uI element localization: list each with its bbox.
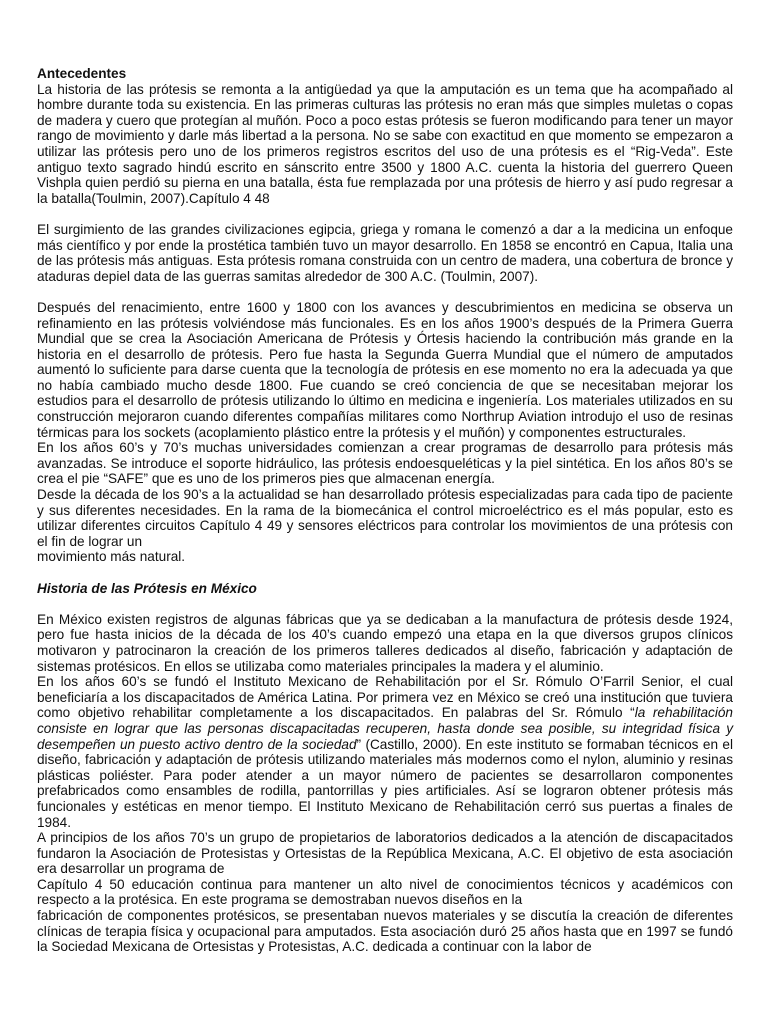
paragraph-antecedentes-5: Desde la década de los 90’s a la actualidad se han desarrollado prótesis especializadas para cada tipo de paciente y sus diferentes necesidades. En la rama de la biomecánica el control microeléctrico es el más popular, esto es utilizar diferentes circuitos Capítulo 4 49 y sensores eléctricos para controlar los movimientos de una prótesis con el fin de lograr un xyxy=(37,487,733,549)
paragraph-gap xyxy=(37,565,733,581)
section-heading-mexico: Historia de las Prótesis en México xyxy=(37,580,257,596)
paragraph-antecedentes-1: La historia de las prótesis se remonta a la antigüedad ya que la amputación es un tema que ha acompañado al hombre durante toda su existencia. En las primeras culturas las prótesis no eran más que simples muletas o copas de madera y cuero que protegían al muñón. Poco a poco estas prótesis se fueron modificando para tener un mayor rango de movimiento y darle más libertad a la persona. No se sabe con exactitud en que momento se empezaron a utilizar las prótesis pero uno de los primeros registros escritos del uso de una prótesis es el “Rig-Veda”. Este antiguo texto sagrado hindú escrito en sánscrito entre 3500 y 1800 A.C. cuenta la historia del guerrero Queen Vishpla quien perdió su pierna en una batalla, ésta fue remplazada por una prótesis de hierro y así pudo regresar a la batalla(Toulmin, 2007).Capítulo 4 48 xyxy=(37,81,733,206)
paragraph-gap xyxy=(37,284,733,300)
paragraph-mexico-3: A principios de los años 70’s un grupo de propietarios de laboratorios dedicados a la atención de discapacitados fundaron la Asociación de Protesistas y Ortesistas de la República Mexicana, A.C. El objetivo de esta asociación era desarrollar un programa de xyxy=(37,830,733,877)
romulo-quote: la rehabilitación consiste en lograr que las personas discapacitadas recuperen, hasta donde sea posible, su integridad física y desempeñen un puesto activo dentro de la sociedad xyxy=(37,705,733,752)
paragraph-antecedentes-2: El surgimiento de las grandes civilizaciones egipcia, griega y romana le comenzó a dar a la medicina un enfoque más científico y por ende la prostética también tuvo un mayor desarrollo. En 1858 se encontró en Capua, Italia una de las prótesis más antiguas. Esta prótesis romana construida con un centro de madera, una cobertura de bronce y ataduras depiel data de las guerras samitas alrededor de 300 A.C. (Toulmin, 2007). xyxy=(37,221,733,284)
document-page xyxy=(37,66,733,955)
paragraph-antecedentes-3: Después del renacimiento, entre 1600 y 1800 con los avances y descubrimientos en medicina se observa un refinamiento en las prótesis volviéndose más funcionales. Es en los años 1900’s después de la Primera Guerra Mundial que se crea la Asociación Americana de Prótesis y Órtesis haciendo la contribución más grande en la historia en el desarrollo de prótesis. Pero fue hasta la Segunda Guerra Mundial que el número de amputados aumentó lo suficiente para darse cuenta que la tecnología de prótesis en ese momento no era la adecuada ya que no había cambiado mucho desde 1800. Fue cuando se creó conciencia de que se necesitaban mejorar los estudios para el desarrollo de prótesis utilizando lo último en medicina e ingeniería. Los materiales utilizados en su construcción mejoraron cuando diferentes compañías militares como Northrup Aviation introdujo el uso de resinas térmicas para los sockets (acoplamiento plástico entre la prótesis y el muñón) y componentes estructurales. xyxy=(37,299,733,440)
paragraph-mexico-2-start: En los años 60’s se fundó el Instituto Mexicano de Rehabilitación por el Sr. Rómulo O’Farril Senior, el cual beneficiaría a los discapacitados de América Latina. Por primera vez en México se creó una institución que tuviera como objetivo rehabilitar completamente a los discapacitados. En palabras del Sr. Rómulo “ xyxy=(37,674,733,721)
paragraph-mexico-1: En México existen registros de algunas fábricas que ya se dedicaban a la manufactura de prótesis desde 1924, pero fue hasta inicios de la década de los 40’s cuando empezó una etapa en la que diversos grupos clínicos motivaron y patrocinaron la creación de los primeros talleres dedicados al diseño, fabricación y adaptación de sistemas protésicos. En ellos se utilizaba como materiales principales la madera y el aluminio. xyxy=(37,611,733,674)
paragraph-gap xyxy=(37,206,733,222)
paragraph-mexico-2 xyxy=(37,674,733,830)
paragraph-mexico-4: Capítulo 4 50 educación continua para mantener un alto nivel de conocimientos técnicos y académicos con respecto a la protésica. En este programa se demostraban nuevos diseños en la xyxy=(37,876,733,908)
paragraph-mexico-5: fabricación de componentes protésicos, se presentaban nuevos materiales y se discutía la creación de diferentes clínicas de terapia física y ocupacional para amputados. Esta asociación duró 25 años hasta que en 1997 se fundó la Sociedad Mexicana de Ortesistas y Protesistas, A.C. dedicada a continuar con la labor de xyxy=(37,908,733,955)
section-heading-antecedentes: Antecedentes xyxy=(37,66,127,81)
paragraph-antecedentes-4: En los años 60’s y 70’s muchas universidades comienzan a crear programas de desarrollo para prótesis más avanzadas. Se introduce el soporte hidráulico, las prótesis endoesqueléticas y la piel sintética. En los años 80’s se crea el pie “SAFE” que es uno de los primeros pies que almacenan energía. xyxy=(37,440,733,487)
paragraph-gap xyxy=(37,596,733,612)
paragraph-mexico-2-end: ” (Castillo, 2000). En este instituto se formaban técnicos en el diseño, fabricación y adaptación de prótesis utilizando materiales más modernos como el nylon, aluminio y resinas plásticas poliéster. Para poder atender a un mayor número de pacientes se desarrollaron componentes prefabricados como ensambles de rodilla, pantorrillas y pies artificiales. Así se lograron obtener prótesis más funcionales y estéticas en menor tiempo. El Instituto Mexicano de Rehabilitación cerró sus puertas a finales de 1984. xyxy=(37,736,733,830)
paragraph-antecedentes-5b: movimiento más natural. xyxy=(37,549,186,565)
